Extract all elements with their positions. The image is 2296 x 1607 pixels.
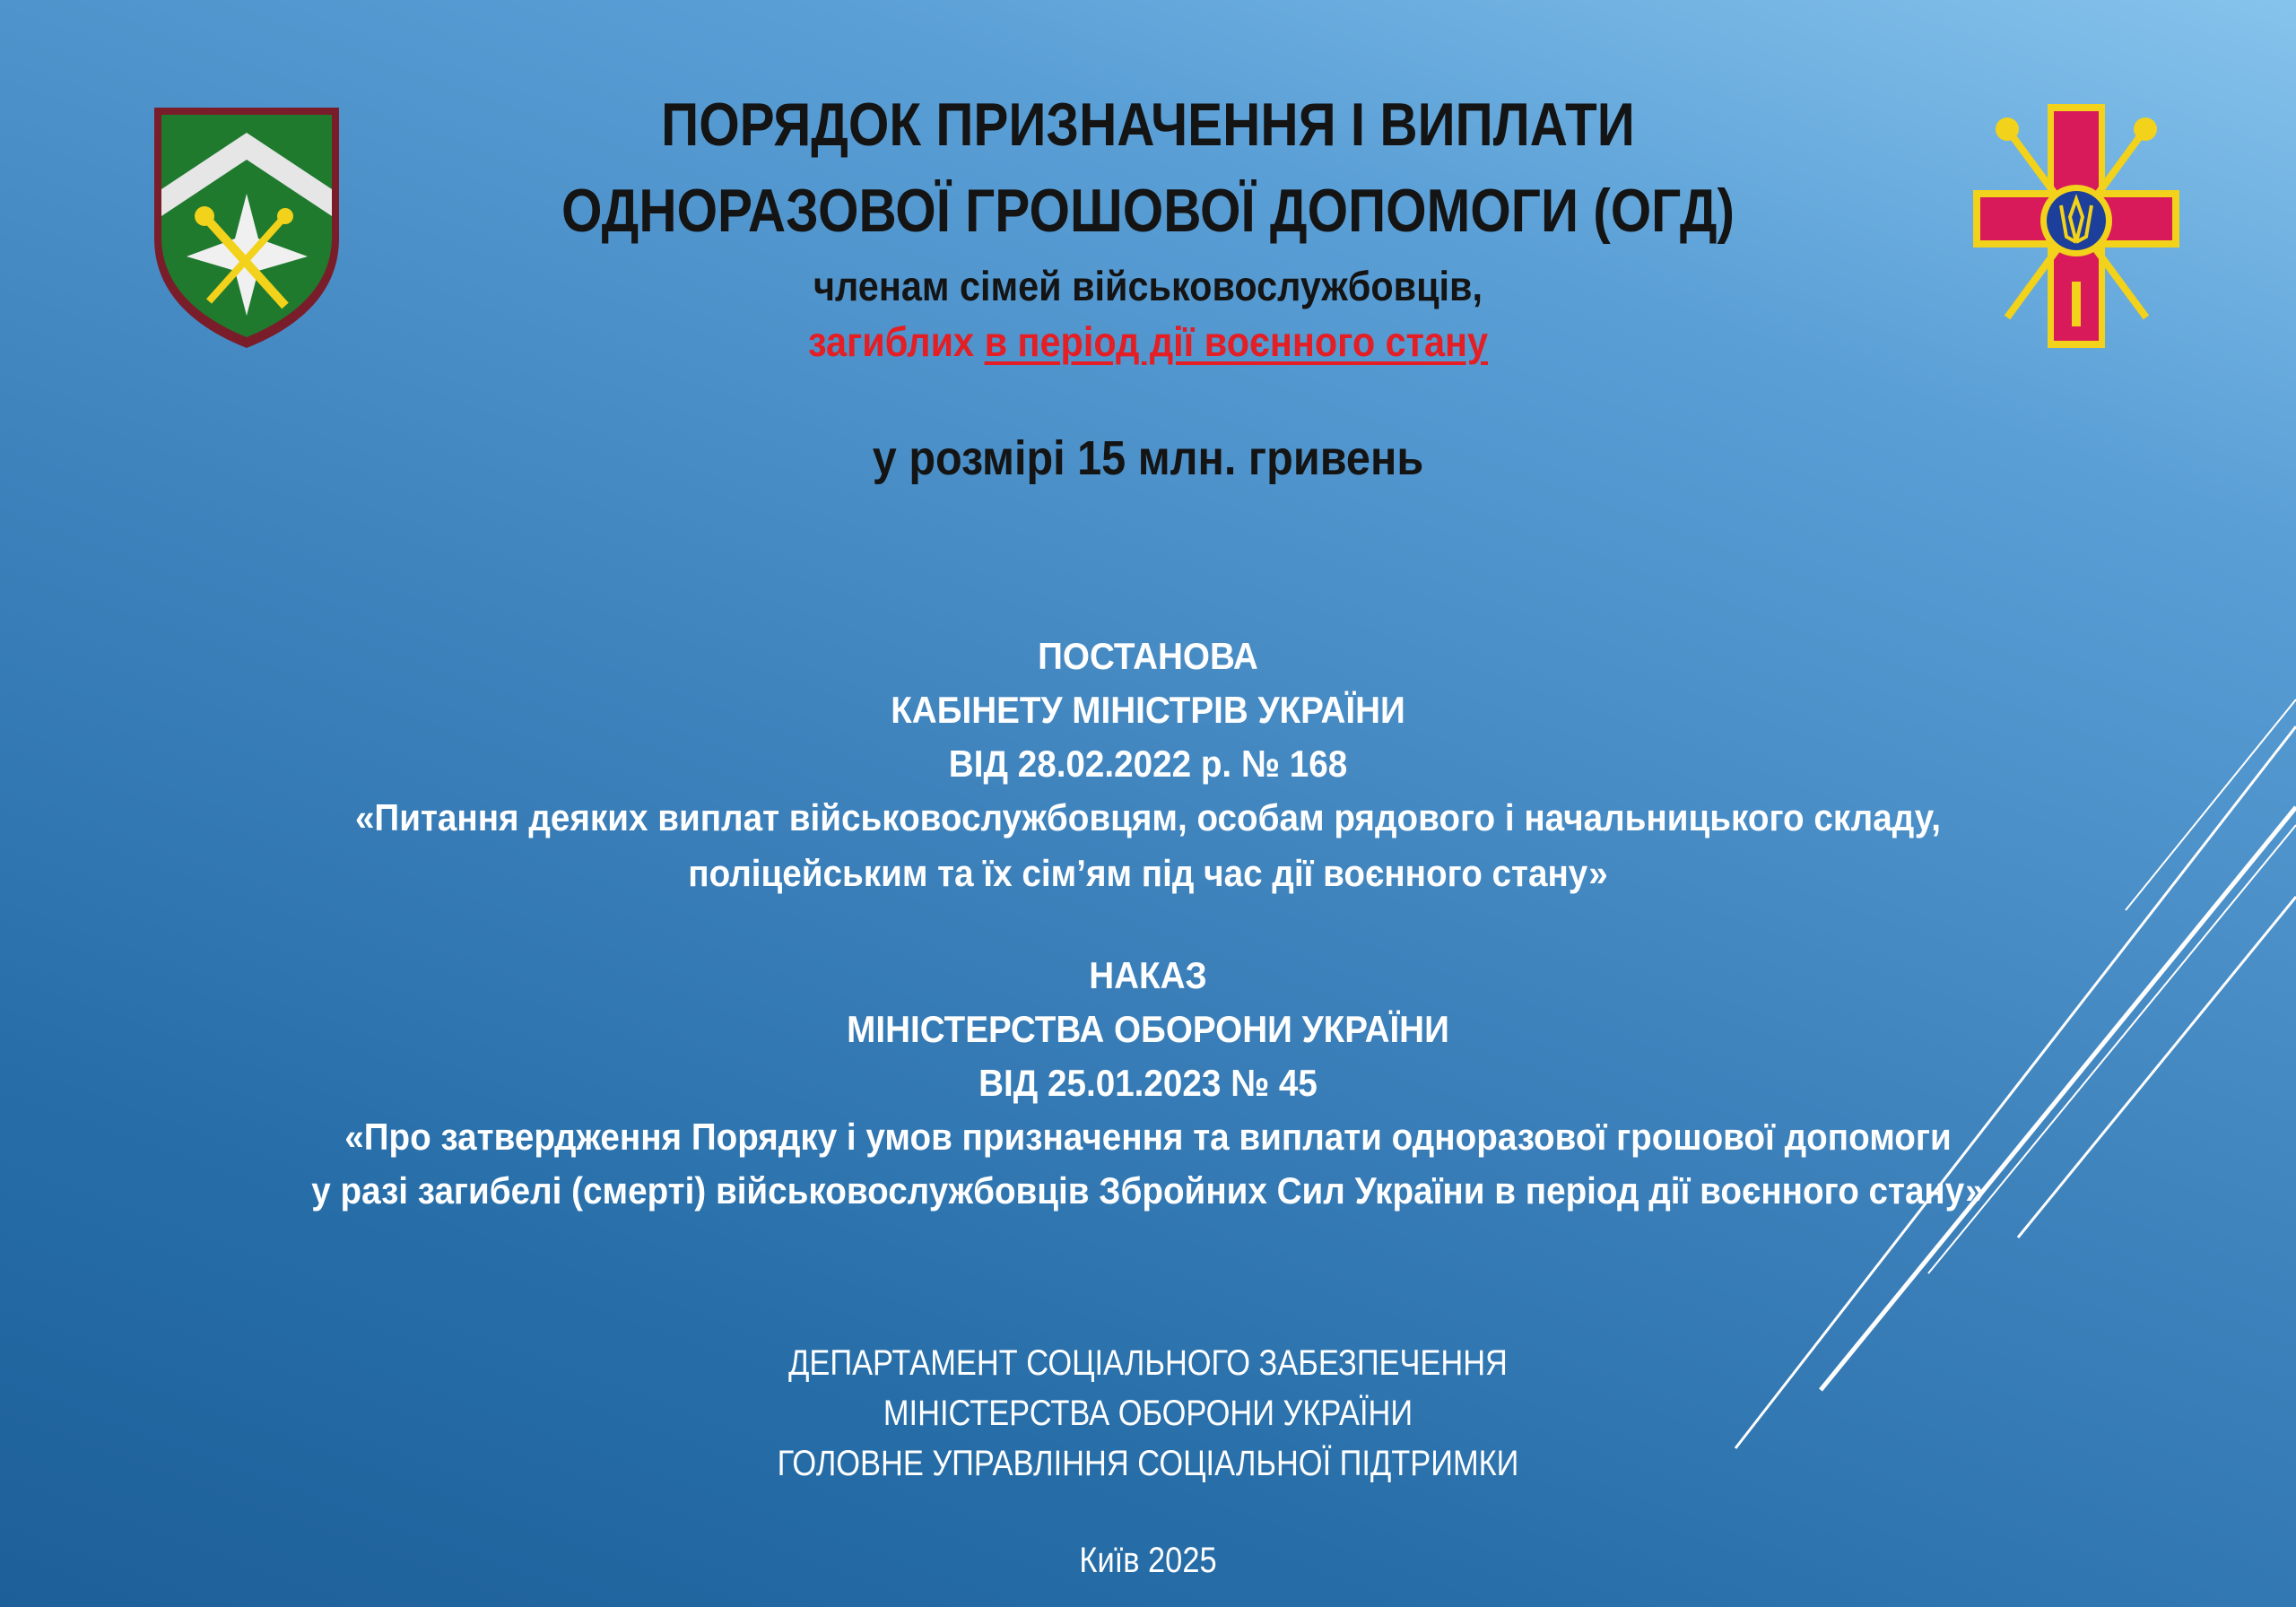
- department-line-3: ГОЛОВНЕ УПРАВЛІННЯ СОЦІАЛЬНОЇ ПІДТРИМКИ: [777, 1444, 1519, 1483]
- footer-city-year: Київ 2025: [1079, 1541, 1217, 1580]
- resolution-type: ПОСТАНОВА: [1038, 635, 1258, 677]
- order-body: МІНІСТЕРСТВА ОБОРОНИ УКРАЇНИ: [847, 1008, 1449, 1050]
- order-title-line-2: у разі загибелі (смерті) військовослужбовців Збройних Сил України в період дії воєнного стану»: [311, 1169, 1985, 1212]
- subtitle-line-1: членам сімей військовослужбовців,: [813, 263, 1483, 309]
- subtitle-martial-law: в період дії воєнного стану: [984, 318, 1488, 365]
- subtitle-line-2: [115, 317, 2181, 366]
- subtitle-deceased: загиблих: [807, 318, 975, 365]
- department-line-1: ДЕПАРТАМЕНТ СОЦІАЛЬНОГО ЗАБЕЗПЕЧЕННЯ: [788, 1343, 1508, 1383]
- amount-text: у розмірі 15 млн. гривень: [872, 431, 1424, 485]
- order-date-number: ВІД 25.01.2023 № 45: [978, 1062, 1318, 1104]
- order-type: НАКАЗ: [1089, 954, 1207, 996]
- resolution-body: КАБІНЕТУ МІНІСТРІВ УКРАЇНИ: [891, 689, 1405, 731]
- resolution-title-line-1: «Питання деяких виплат військовослужбовцям, особам рядового і начальницького складу,: [354, 796, 1942, 838]
- resolution-date-number: ВІД 28.02.2022 р. № 168: [948, 743, 1348, 785]
- order-title-line-1: «Про затвердження Порядку і умов призначення та виплати одноразової грошової допомоги: [344, 1116, 1952, 1158]
- department-line-2: МІНІСТЕРСТВА ОБОРОНИ УКРАЇНИ: [883, 1394, 1413, 1433]
- title-line-1: ПОРЯДОК ПРИЗНАЧЕННЯ І ВИПЛАТИ: [661, 91, 1635, 159]
- title-line-2: ОДНОРАЗОВОЇ ГРОШОВОЇ ДОПОМОГИ (ОГД): [561, 177, 1735, 245]
- resolution-title-line-2: поліцейським та їх сім’ям під час дії воєнного стану»: [688, 852, 1608, 894]
